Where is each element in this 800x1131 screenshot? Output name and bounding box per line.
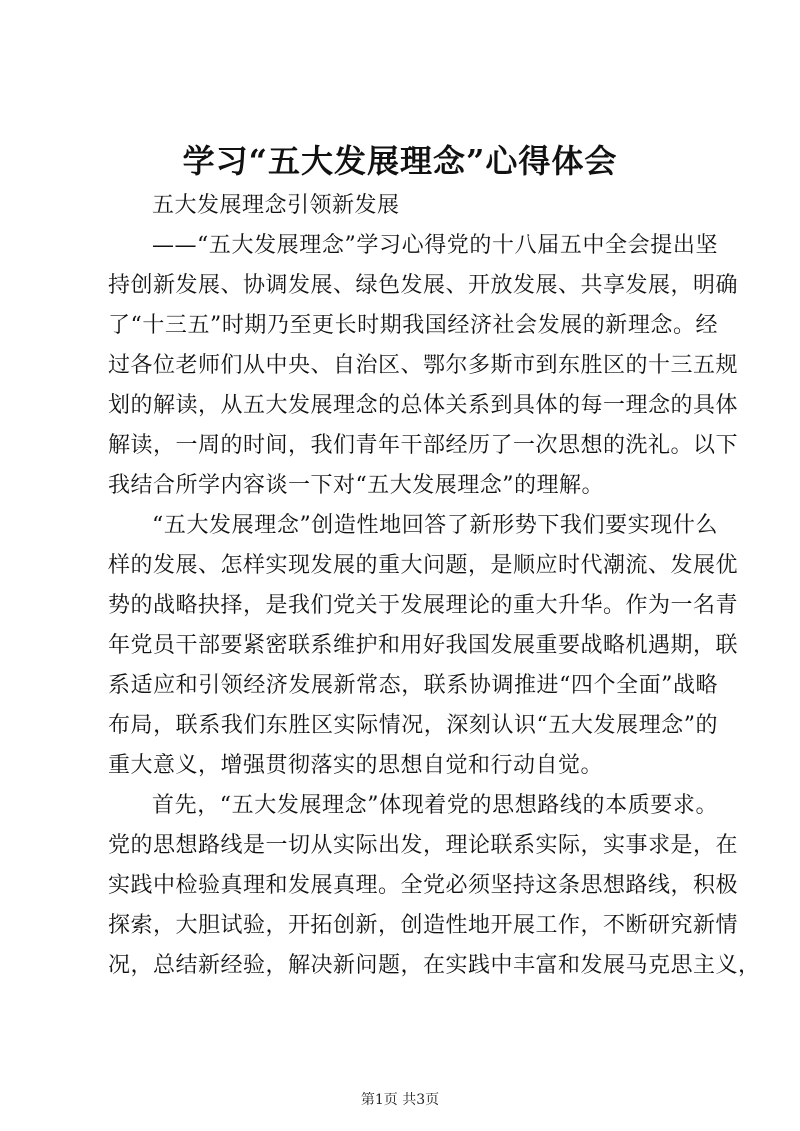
text-line: 我结合所学内容谈一下对“五大发展理念”的理解。 <box>108 473 604 498</box>
text-line: 重大意义，增强贯彻落实的思想自觉和行动自觉。 <box>108 753 604 778</box>
text-line: 了“十三五”时期乃至更长时期我国经济社会发展的新理念。经 <box>108 313 718 338</box>
text-line: 探索，大胆试验，开拓创新，创造性地开展工作，不断研究新情 <box>108 913 739 938</box>
text-line: 首先，“五大发展理念”体现着党的思想路线的本质要求。 <box>152 793 718 818</box>
page-footer: 第1页 共3页 <box>360 1092 440 1108</box>
text-line: 党的思想路线是一切从实际出发，理论联系实际，实事求是，在 <box>108 833 739 858</box>
text-line: “五大发展理念”创造性地回答了新形势下我们要实现什么 <box>152 513 718 538</box>
document-body <box>108 186 761 986</box>
text-line: 过各位老师们从中央、自治区、鄂尔多斯市到东胜区的十三五规 <box>108 353 739 378</box>
page-title: 学习“五大发展理念”心得体会 <box>182 142 618 180</box>
text-line: 系适应和引领经济发展新常态，联系协调推进“四个全面”战略 <box>108 673 718 698</box>
text-line: 划的解读，从五大发展理念的总体关系到具体的每一理念的具体 <box>108 393 739 418</box>
text-line: 布局，联系我们东胜区实际情况，深刻认识“五大发展理念”的 <box>108 713 718 738</box>
text-line: 解读，一周的时间，我们青年干部经历了一次思想的洗礼。以下 <box>108 433 739 458</box>
text-line: 样的发展、怎样实现发展的重大问题，是顺应时代潮流、发展优 <box>108 553 739 578</box>
text-line: 五大发展理念引领新发展 <box>152 193 400 218</box>
text-line: 势的战略抉择，是我们党关于发展理论的重大升华。作为一名青 <box>108 593 739 618</box>
text-line: 年党员干部要紧密联系维护和用好我国发展重要战略机遇期，联 <box>108 633 739 658</box>
text-line: ——“五大发展理念”学习心得党的十八届五中全会提出坚 <box>152 233 718 258</box>
text-line: 持创新发展、协调发展、绿色发展、开放发展、共享发展，明确 <box>108 273 739 298</box>
text-line: 实践中检验真理和发展真理。全党必须坚持这条思想路线，积极 <box>108 873 739 898</box>
text-line: 况，总结新经验，解决新问题，在实践中丰富和发展马克思主义， <box>108 953 761 978</box>
